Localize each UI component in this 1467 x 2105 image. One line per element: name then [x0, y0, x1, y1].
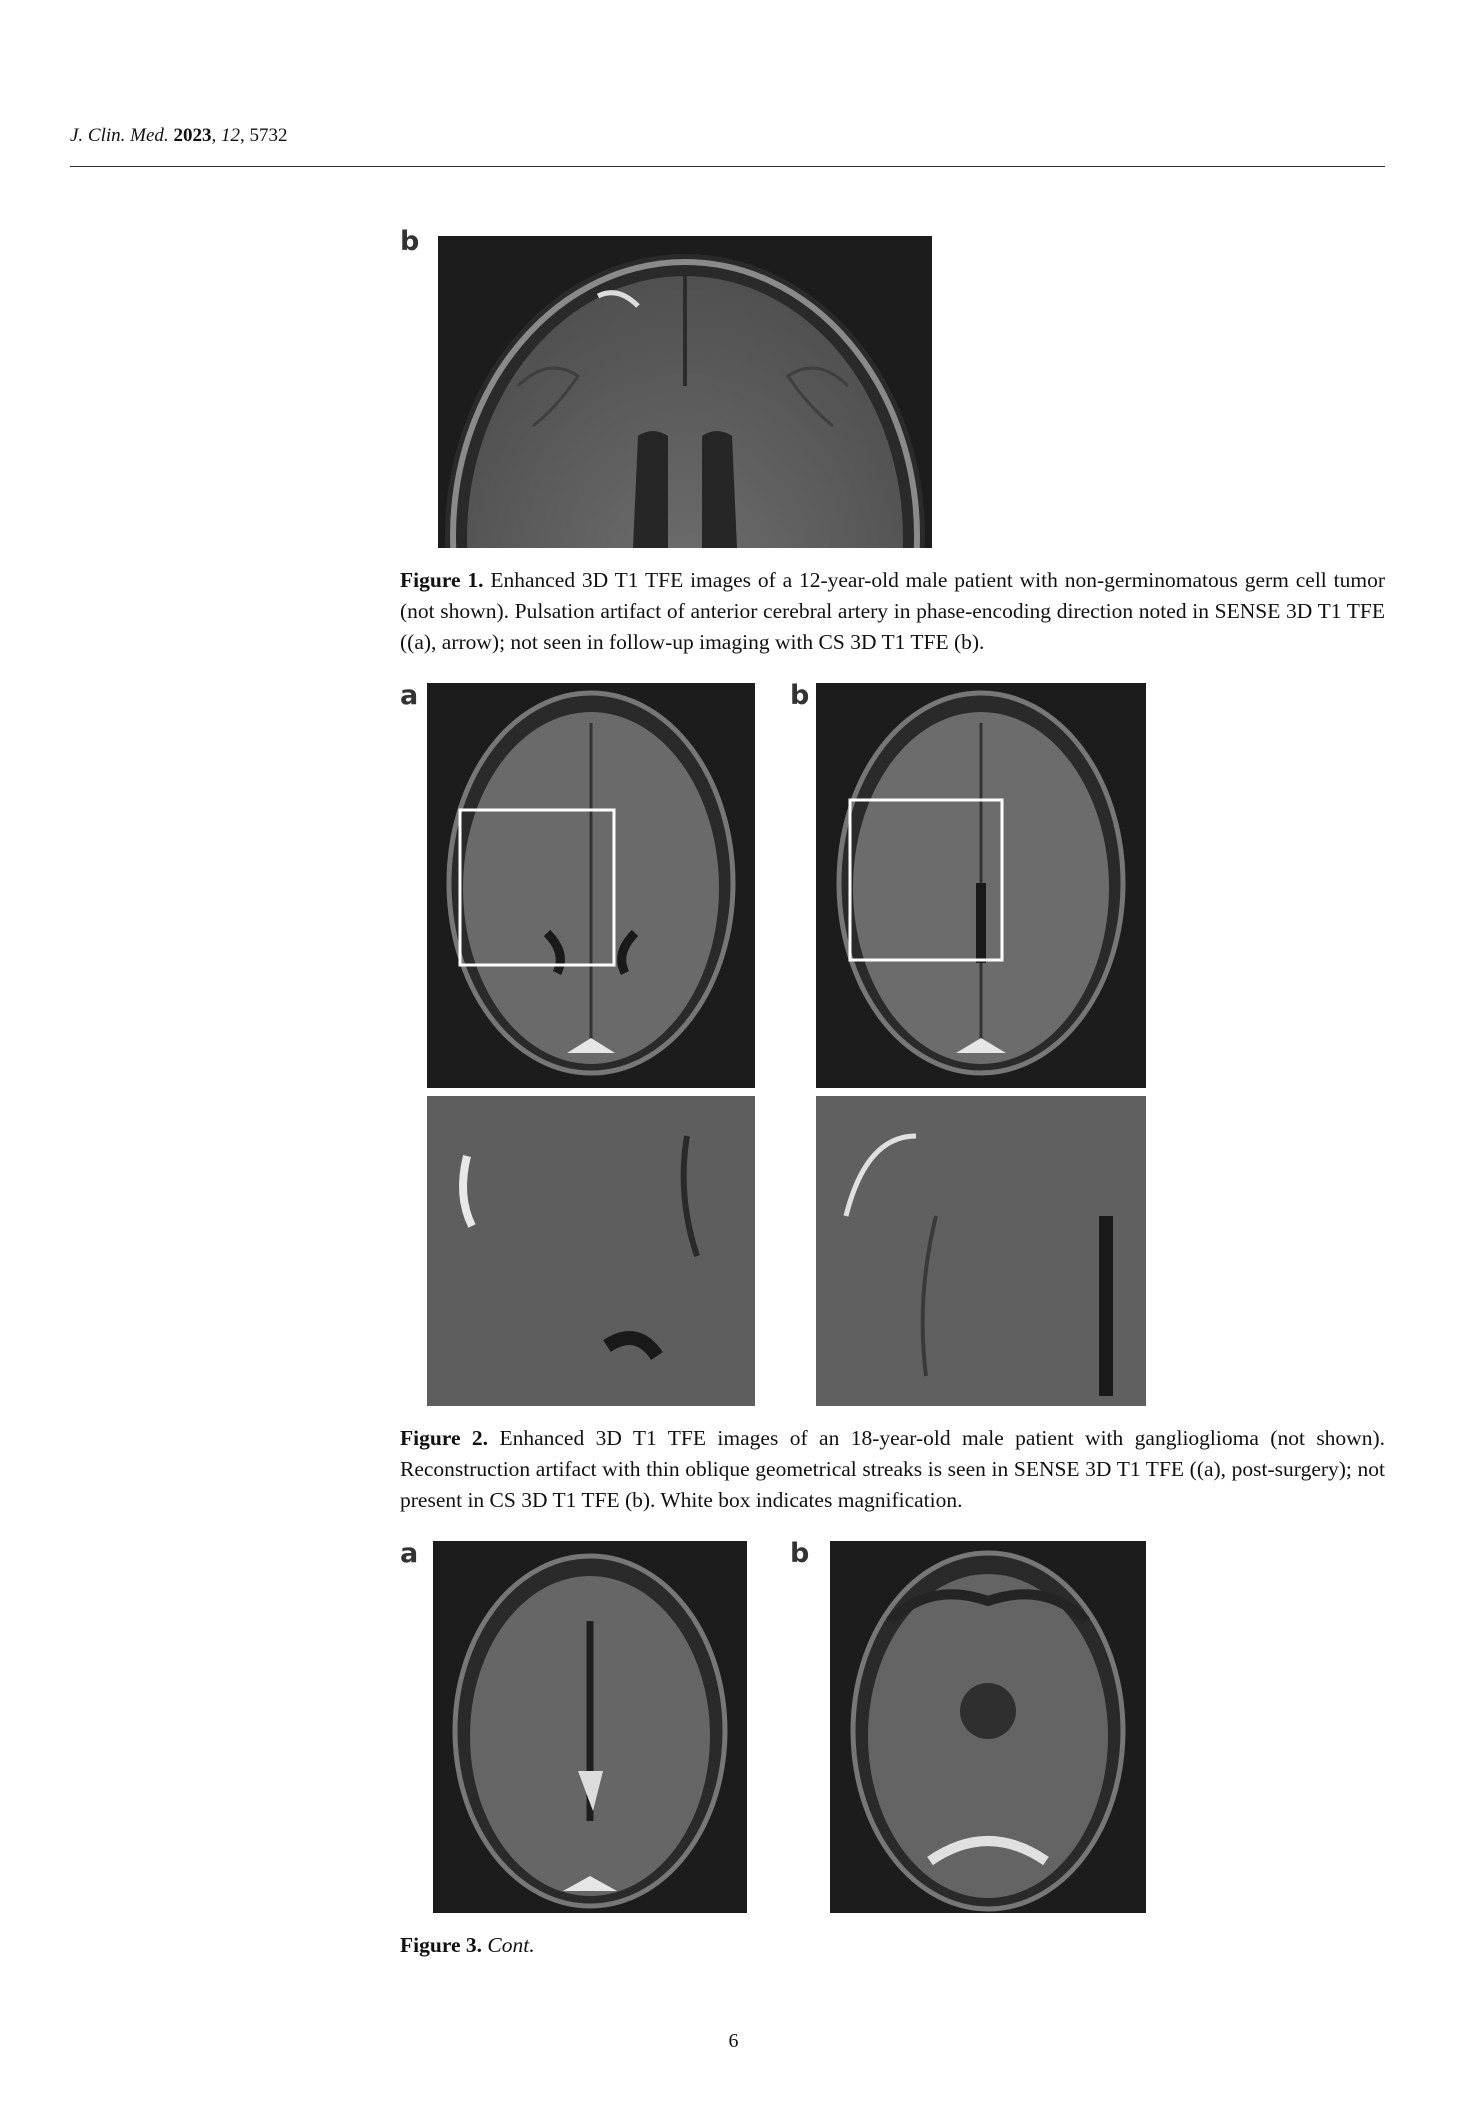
article-number: 5732: [249, 125, 288, 146]
fig1-caption-label: Figure 1.: [400, 568, 484, 592]
journal-year: 2023: [173, 125, 212, 146]
fig3-panel-label-a: a: [400, 1538, 419, 1569]
running-header: J. Clin. Med. 2023, 12, 5732: [70, 125, 288, 146]
fig1-caption: [400, 565, 1385, 658]
journal-name: J. Clin. Med.: [70, 125, 169, 146]
fig3-mri-image-a: [433, 1541, 747, 1913]
fig2-mri-image-a: [427, 683, 755, 1088]
fig2-panel-label-a: a: [400, 680, 419, 711]
fig2-caption-label: Figure 2.: [400, 1426, 489, 1450]
fig2-caption: [400, 1423, 1385, 1516]
fig3-caption-cont: Cont.: [487, 1933, 535, 1957]
fig3-caption-label: Figure 3.: [400, 1933, 483, 1957]
fig2-panel-label-b: b: [790, 680, 810, 711]
fig2-mri-image-b: [816, 683, 1146, 1088]
fig1-caption-text: Enhanced 3D T1 TFE images of a 12-year-old male patient with non-germinomatous germ cell tumor (not shown). Pulsation artifact of anterior cerebral artery in phase-encoding direction noted in SENSE 3D T1 TFE ((a), arrow); not seen in follow-up imaging with CS 3D T1 TFE (b).: [400, 568, 1385, 654]
fig1-panel-label-b: b: [400, 226, 420, 257]
fig1-mri-image-b: [438, 236, 932, 548]
page-number: 6: [728, 2030, 739, 2052]
fig2-caption-text: Enhanced 3D T1 TFE images of an 18-year-old male patient with ganglioglioma (not shown). Reconstruction artifact with thin oblique geometrical streaks is seen in SENSE 3D T1 TFE ((a), post-surgery); not present in CS 3D T1 TFE (b). White box indicates magnification.: [400, 1426, 1385, 1512]
journal-volume: 12: [220, 125, 240, 146]
fig3-caption: [400, 1930, 1385, 1961]
header-rule: [70, 166, 1385, 167]
fig2-mri-magnified-a: [427, 1096, 755, 1406]
fig3-mri-image-b: [830, 1541, 1146, 1913]
fig3-panel-label-b: b: [790, 1538, 810, 1569]
fig2-mri-magnified-b: [816, 1096, 1146, 1406]
